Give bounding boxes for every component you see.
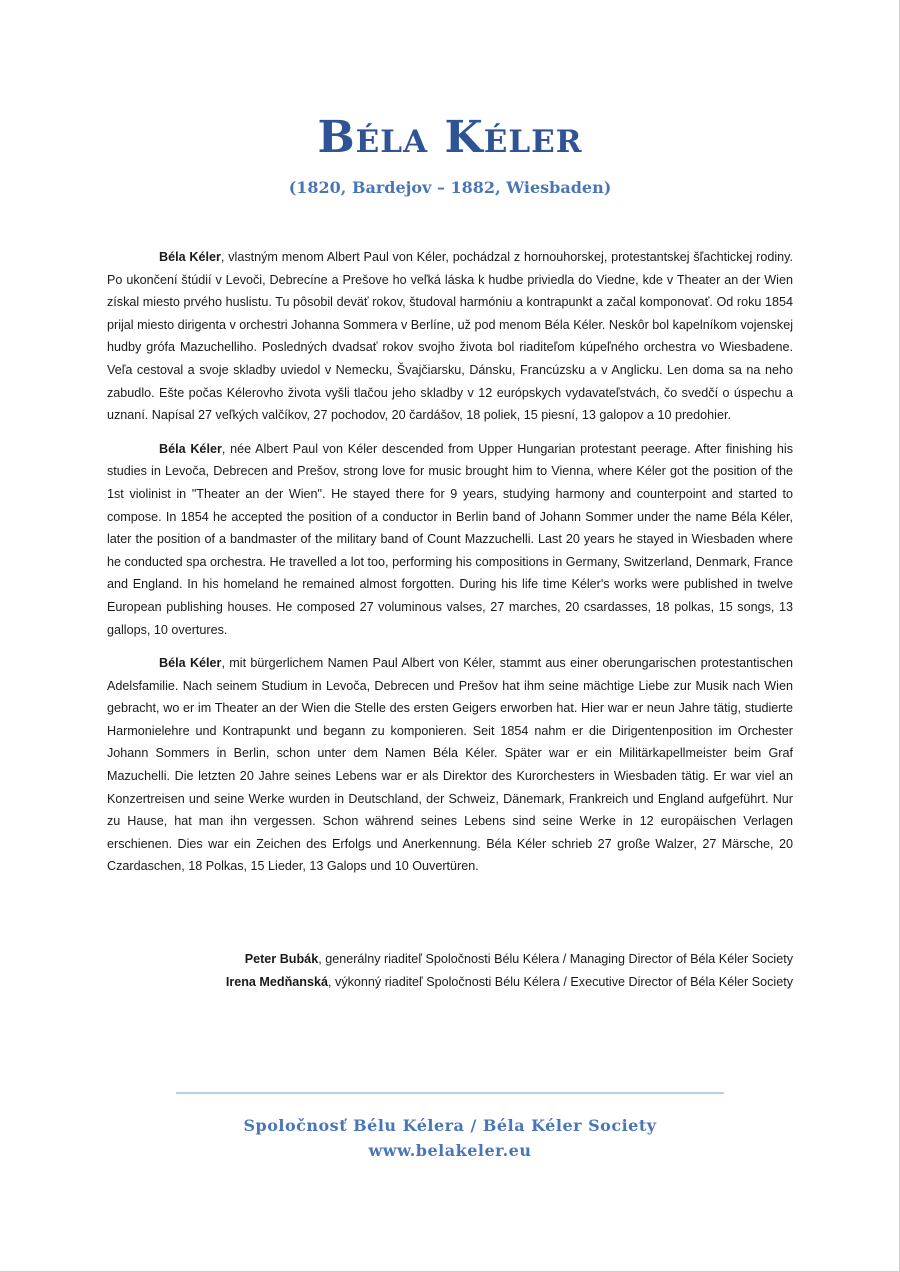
footer-website-link[interactable]: www.belakeler.eu	[368, 1141, 532, 1160]
paragraph-lead-name: Béla Kéler	[159, 656, 222, 671]
signatory-role: , generálny riaditeľ Spoločnosti Bélu Kélera / Managing Director of Béla Kéler Society	[318, 952, 793, 966]
paragraph-text: , mit bürgerlichem Namen Paul Albert von Kéler, stammt aus einer oberungarischen protestantischen Adelsfamilie. Nach seinem Studium in Levoča, Debrecen und Prešov hat ihm seine mächtige Liebe zur Musik nach Wien gebracht, wo er im Theater an der Wien die Stelle des ersten Geigers erworben hat. Hier war er neun Jahre tätig, studierte Harmonielehre und Kontrapunkt und begann zu komponieren. Seit 1854 nahm er die Dirigentenposition im Orchester Johann Sommers in Berlin, schon unter dem Namen Béla Kéler. Später war er ein Militärkapellmeister beim Graf Mazuchelli. Die letzten 20 Jahre seines Lebens war er als Direktor des Kurorchesters in Wiesbaden tätig. Er war viel an Konzertreisen und seine Werke wurden in Deutschland, der Schweiz, Dänemark, Frankreich und England aufgeführt. Nur zu Hause, hat man ihn vergessen. Schon während seines Lebens sind seine Werke in 12 europäischen Verlagen erschienen. Dies war ein Zeichen des Erfolgs und Anerkennung. Béla Kéler schrieb 27 große Walzer, 27 Märsche, 20 Czardaschen, 18 Polkas, 15 Lieder, 13 Galops und 10 Ouvertüren.	[107, 656, 793, 874]
footer-divider	[176, 1092, 724, 1094]
paragraph-text: , née Albert Paul von Kéler descended from Upper Hungarian protestant peerage. After finishing his studies in Levoča, Debrecen and Prešov, strong love for music brought him to Vienna, where Kéler got the position of the 1st violinist in "Theater an der Wien". He stayed there for 9 years, studying harmony and counterpoint and started to compose. In 1854 he accepted the position of a conductor in Berlin band of Johann Sommer under the name Béla Kéler, later the position of a bandmaster of the military band of Count Mazzuchelli. Last 20 years he stayed in Wiesbaden where he conducted spa orchestra. He travelled a lot too, performing his compositions in Germany, Switzerland, Denmark, France and England. In his homeland he remained almost forgotten. During his life time Kéler's works were published in twelve European publishing houses. He composed 27 voluminous valses, 27 marches, 20 csardasses, 18 polkas, 15 songs, 13 gallops, 10 overtures.	[107, 441, 794, 637]
document-body	[107, 246, 793, 889]
paragraph-lead-name: Béla Kéler	[159, 441, 222, 456]
page-title: Béla Kéler	[317, 112, 583, 163]
page-subtitle: (1820, Bardejov – 1882, Wiesbaden)	[288, 178, 612, 197]
signature-line	[107, 948, 793, 971]
paragraph-slovak	[107, 246, 793, 427]
signatory-name: Irena Medňanská	[225, 974, 329, 989]
signatory-name: Peter Bubák	[244, 952, 319, 966]
signatory-role: , výkonný riaditeľ Spoločnosti Bélu Kélera / Executive Director of Béla Kéler Society	[328, 974, 793, 989]
footer-society-name: Spoločnosť Bélu Kélera / Béla Kéler Society	[243, 1116, 657, 1135]
signature-block	[107, 948, 793, 993]
paragraph-english	[107, 438, 793, 641]
paragraph-lead-name: Béla Kéler	[159, 250, 221, 264]
paragraph-text: , vlastným menom Albert Paul von Kéler, pochádzal z hornouhorskej, protestantskej šľachtickej rodiny. Po ukončení štúdií v Levoči, Debrecíne a Prešove ho veľká láska k hudbe priviedla do Viedne, kde v Theater an der Wien získal miesto prvého huslistu. Tu pôsobil deväť rokov, študoval harmóniu a kontrapunkt a začal komponovať. Od roku 1854 prijal miesto dirigenta v orchestri Johanna Sommera v Berlíne, už pod menom Béla Kéler. Neskôr bol kapelníkom vojenskej hudby grófa Mazuchelliho. Posledných dvadsať rokov svojho života bol riaditeľom kúpeľného orchestra vo Wiesbadene. Veľa cestoval a svoje skladby uviedol v Nemecku, Švajčiarsku, Dánsku, Francúzsku a v Anglicku. Len doma sa na neho zabudlo. Ešte počas Kélerovho života vyšli tlačou jeho skladby v 12 európskych vydavateľstvách, čo svedčí o úspechu a uznaní. Napísal 27 veľkých valčíkov, 27 pochodov, 20 čardášov, 18 poliek, 15 piesní, 13 galopov a 10 predohier.	[107, 250, 793, 423]
signature-line	[107, 971, 793, 994]
paragraph-german	[107, 652, 793, 878]
